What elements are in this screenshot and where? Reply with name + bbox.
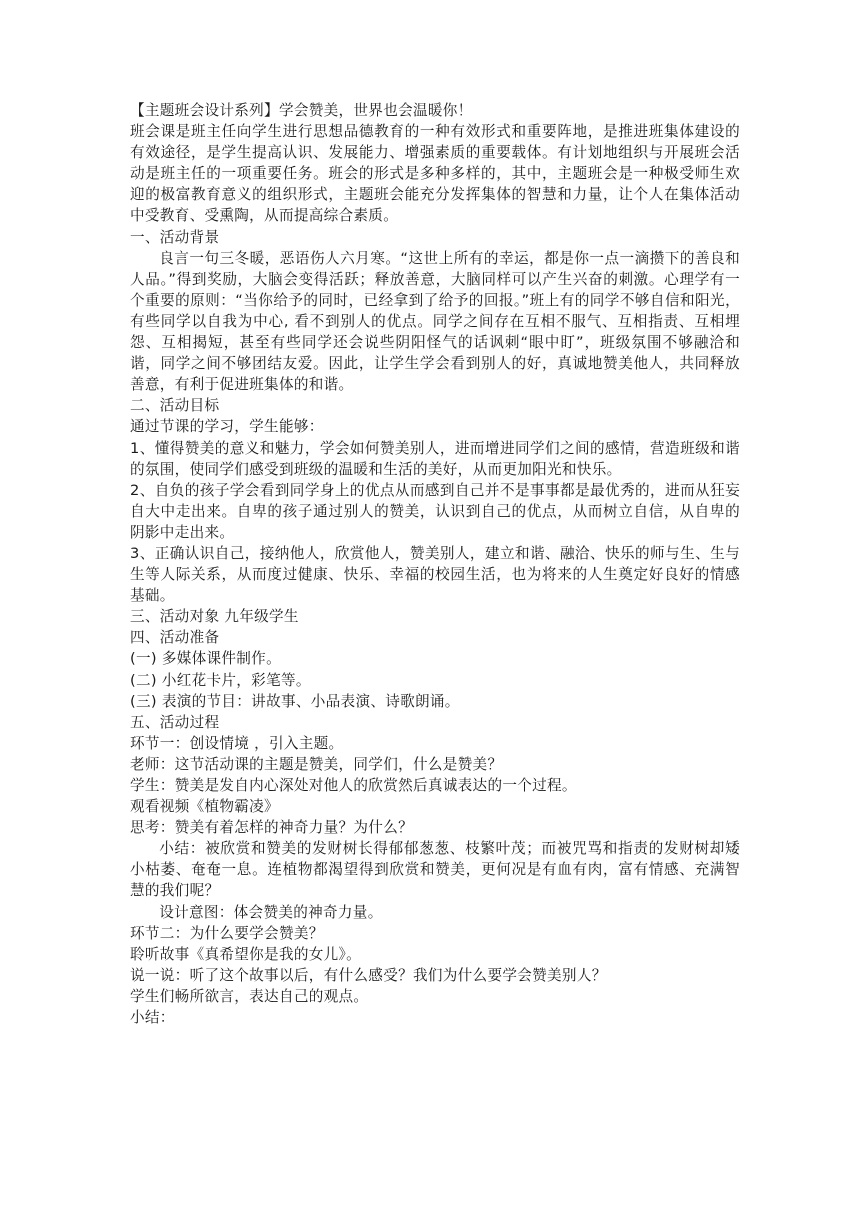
- goal-item: 3、正确认识自己，接纳他人，欣赏他人，赞美别人，建立和谐、融洽、快乐的师与生、生与生等人际关系，从而度过健康、快乐、幸福的校园生活，也为将来的人生奠定好良好的情感基础。: [130, 544, 740, 605]
- express-line: 学生们畅所欲言，表达自己的观点。: [130, 987, 369, 1005]
- think-line: 思考：赞美有着怎样的神奇力量？为什么？: [130, 819, 413, 837]
- summary-paragraph: 小结：被欣赏和赞美的发财树长得郁郁葱葱、枝繁叶茂；而被咒骂和指责的发财树却矮小枯萎、奄奄一息。连植物都渴望得到欣赏和赞美，更何况是有血有肉，富有情感、充满智慧的我们呢？: [130, 840, 740, 900]
- section-audience-heading: 三、活动对象 九年级学生: [130, 608, 299, 626]
- summary-2-line: 小结：: [130, 1009, 175, 1027]
- section-process-heading: 五、活动过程: [130, 713, 220, 731]
- goal-item: 2、自负的孩子学会看到同学身上的优点从而感到自己并不是事事都是最优秀的，进而从狂妄自大中走出来。自卑的孩子通过别人的赞美，认识到自己的优点，从而树立自信，从自卑的阴影中走出来。: [130, 481, 740, 541]
- document-page: [130, 100, 740, 1028]
- video-line: 观看视频《植物霸凌》: [130, 798, 279, 816]
- section-goals-heading: 二、活动目标: [130, 397, 220, 415]
- intro-paragraph: 班会课是班主任向学生进行思想品德教育的一种有效形式和重要阵地，是推进班集体建设的有效途径，是学生提高认识、发展能力、增强素质的重要载体。有计划地组织与开展班会活动是班主任的一项重要任务。班会的形式是多种多样的，其中，主题班会是一种极受师生欢迎的极富教育意义的组织形式，主题班会能充分发挥集体的智慧和力量，让个人在集体活动中受教育、受熏陶，从而提高综合素质。: [130, 123, 740, 225]
- goal-item: 1、懂得赞美的意义和魅力，学会如何赞美别人，进而增进同学们之间的感情，营造班级和谐的氛围，使同学们感受到班级的温暖和生活的美好，从而更加阳光和快乐。: [130, 439, 740, 478]
- story-line: 聆听故事《真希望你是我的女儿》。: [130, 945, 362, 963]
- teacher-line: 老师：这节活动课的主题是赞美，同学们，什么是赞美？: [130, 755, 503, 773]
- section-background-heading: 一、活动背景: [130, 228, 220, 246]
- document-title: 【主题班会设计系列】学会赞美，世界也会温暖你！: [130, 102, 473, 119]
- process-step-1: 环节一：创设情境 ，引入主题。: [130, 734, 344, 752]
- discuss-line: 说一说：听了这个故事以后，有什么感受？我们为什么要学会赞美别人？: [130, 966, 607, 984]
- prep-item: (三) 表演的节目：讲故事、小品表演、诗歌朗诵。: [130, 692, 460, 710]
- design-intent-line: 设计意图：体会赞美的神奇力量。: [159, 903, 383, 921]
- process-step-2: 环节二：为什么要学会赞美？: [130, 924, 324, 942]
- prep-item: (二) 小红花卡片，彩笔等。: [130, 671, 311, 689]
- section-goals-lead: 通过节课的学习，学生能够：: [130, 418, 324, 436]
- prep-item: (一) 多媒体课件制作。: [130, 650, 281, 668]
- section-background-text: 良言一句三冬暖，恶语伤人六月寒。“这世上所有的幸运，都是你一点一滴攒下的善良和人品。”得到奖励，大脑会变得活跃；释放善意，大脑同样可以产生兴奋的刺激。心理学有一个重要的原则：“当你给予的同时，已经拿到了给予的回报。”班上有的同学不够自信和阳光，有些同学以自我为中心, 看不到别人的优点。同学之间存在互相不服气、互相指责、互相埋怨、互相揭短，甚至有些同学还会说些阴阳怪气的话讽刺“眼中盯”，班级氛围不够融洽和谐，同学之间不够团结友爱。因此，让学生学会看到别人的好，真诚地赞美他人，共同释放善意，有利于促进班集体的和谐。: [130, 249, 740, 394]
- student-line: 学生：赞美是发自内心深处对他人的欣赏然后真诚表达的一个过程。: [130, 777, 577, 794]
- section-prep-heading: 四、活动准备: [130, 629, 220, 647]
